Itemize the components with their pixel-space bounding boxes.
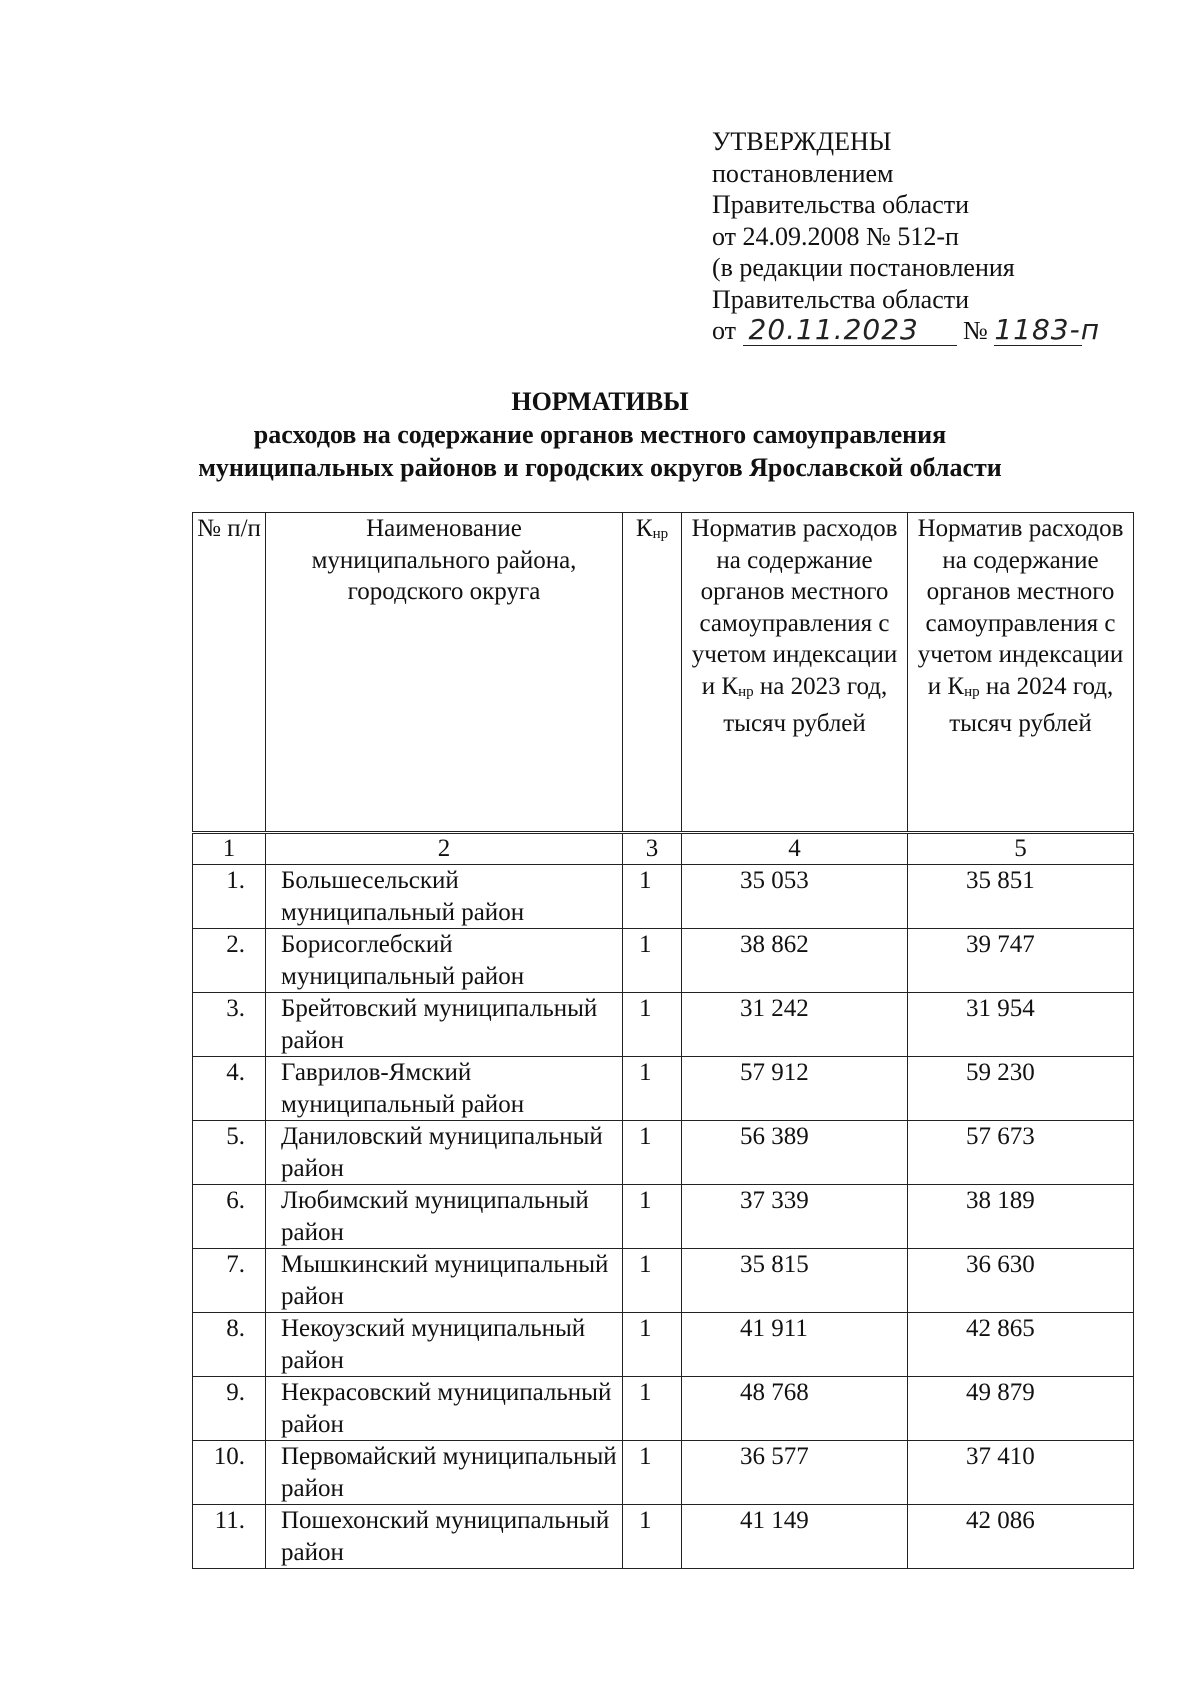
norm-2024-cell: 36 630 [908, 1249, 1134, 1313]
k-coefficient-cell: 1 [623, 1057, 682, 1121]
header-norm-2023-subscript: нр [738, 683, 754, 700]
district-name-cell: Первомайский муниципальный район [266, 1441, 623, 1505]
header-k [623, 513, 682, 833]
norm-2023-cell: 38 862 [682, 929, 908, 993]
document-subtitle: расходов на содержание органов местного самоуправления [253, 420, 947, 449]
header-norm-2024-subscript: нр [964, 683, 980, 700]
norm-2023-cell: 48 768 [682, 1377, 908, 1441]
column-number: 3 [623, 833, 682, 865]
norm-2024-cell: 39 747 [908, 929, 1134, 993]
table-row [193, 1377, 1134, 1441]
norm-2023-cell: 41 149 [682, 1505, 908, 1569]
norm-2023-cell: 31 242 [682, 993, 908, 1057]
table-row [193, 1249, 1134, 1313]
approval-line: постановлением [712, 158, 894, 188]
table-row [193, 1185, 1134, 1249]
column-number: 4 [682, 833, 908, 865]
district-name-cell: Даниловский муниципальный район [266, 1121, 623, 1185]
header-norm-2024-text: Норматив расходов на содержание органов местного самоуправления с учетом индексации и К [917, 515, 1124, 700]
table-row [193, 865, 1134, 929]
district-name-cell: Мышкинский муниципальный район [266, 1249, 623, 1313]
approval-heading: УТВЕРЖДЕНЫ [712, 127, 892, 156]
header-norm-2023-text: Норматив расходов на содержание органов местного самоуправления с учетом индексации и К [691, 515, 898, 700]
table-row [193, 1057, 1134, 1121]
row-number-cell: 9. [193, 1377, 266, 1441]
district-name-cell: Брейтовский муниципальный район [266, 993, 623, 1057]
norm-2023-cell: 35 815 [682, 1249, 908, 1313]
header-k-subscript: нр [652, 526, 669, 542]
table-row [193, 1441, 1134, 1505]
norm-2024-cell: 57 673 [908, 1121, 1134, 1185]
header-norm-2024 [908, 513, 1134, 833]
header-k-text: К [635, 515, 653, 542]
norm-2023-cell: 41 911 [682, 1313, 908, 1377]
norm-2023-cell: 35 053 [682, 865, 908, 929]
header-norm-2024-tail: на 2024 год, тысяч рублей [949, 672, 1114, 737]
norm-2023-cell: 56 389 [682, 1121, 908, 1185]
norm-2024-cell: 35 851 [908, 865, 1134, 929]
norm-2024-cell: 49 879 [908, 1377, 1134, 1441]
table-row [193, 1505, 1134, 1569]
row-number-cell: 1. [193, 865, 266, 929]
k-coefficient-cell: 1 [623, 929, 682, 993]
district-name-cell: Некоузский муниципальный район [266, 1313, 623, 1377]
column-number-row [193, 833, 1134, 865]
table-header-row [193, 513, 1134, 833]
district-name-cell: Любимский муниципальный район [266, 1185, 623, 1249]
header-norm-2023 [682, 513, 908, 833]
k-coefficient-cell: 1 [623, 1505, 682, 1569]
table-row [193, 993, 1134, 1057]
document-title: НОРМАТИВЫ [511, 387, 689, 416]
norm-2023-cell: 36 577 [682, 1441, 908, 1505]
table-row [193, 929, 1134, 993]
approval-date-line [712, 313, 1101, 347]
district-name-cell: Гаврилов-Ямский муниципальный район [266, 1057, 623, 1121]
column-number: 2 [266, 833, 623, 865]
approval-block [712, 126, 1101, 347]
norm-2024-cell: 42 865 [908, 1313, 1134, 1377]
table-row [193, 1313, 1134, 1377]
row-number-cell: 7. [193, 1249, 266, 1313]
norms-table [192, 512, 1134, 1569]
approval-line: от 24.09.2008 № 512-п [712, 221, 959, 251]
row-number-cell: 3. [193, 993, 266, 1057]
handwritten-number: 1183-п [994, 313, 1101, 346]
district-name-cell: Борисоглебский муниципальный район [266, 929, 623, 993]
number-sign: № [963, 316, 988, 345]
row-number-cell: 6. [193, 1185, 266, 1249]
district-name-cell: Пошехонский муниципальный район [266, 1505, 623, 1569]
table-row [193, 1121, 1134, 1185]
header-no: № п/п [193, 513, 266, 833]
row-number-cell: 10. [193, 1441, 266, 1505]
k-coefficient-cell: 1 [623, 1377, 682, 1441]
district-name-cell: Большесельский муниципальный район [266, 865, 623, 929]
column-number: 1 [193, 833, 266, 865]
norm-2024-cell: 38 189 [908, 1185, 1134, 1249]
from-prefix: от [712, 316, 737, 345]
k-coefficient-cell: 1 [623, 1441, 682, 1505]
norm-2023-cell: 37 339 [682, 1185, 908, 1249]
approval-line: Правительства области [712, 190, 970, 219]
row-number-cell: 2. [193, 929, 266, 993]
column-number: 5 [908, 833, 1134, 865]
row-number-cell: 8. [193, 1313, 266, 1377]
handwritten-date: 20.11.2023 [743, 315, 957, 346]
district-name-cell: Некрасовский муниципальный район [266, 1377, 623, 1441]
norm-2024-cell: 59 230 [908, 1057, 1134, 1121]
document-subtitle: муниципальных районов и городских округов Ярославской области [198, 453, 1002, 482]
row-number-cell: 5. [193, 1121, 266, 1185]
norm-2024-cell: 37 410 [908, 1441, 1134, 1505]
k-coefficient-cell: 1 [623, 993, 682, 1057]
k-coefficient-cell: 1 [623, 1185, 682, 1249]
row-number-cell: 4. [193, 1057, 266, 1121]
header-norm-2023-tail: на 2023 год, тысяч рублей [723, 672, 888, 737]
norm-2024-cell: 42 086 [908, 1505, 1134, 1569]
norm-2024-cell: 31 954 [908, 993, 1134, 1057]
approval-line: Правительства области [712, 284, 970, 314]
k-coefficient-cell: 1 [623, 1249, 682, 1313]
row-number-cell: 11. [193, 1505, 266, 1569]
approval-line: (в редакции постановления [712, 253, 1015, 282]
k-coefficient-cell: 1 [623, 1313, 682, 1377]
k-coefficient-cell: 1 [623, 1121, 682, 1185]
norm-2023-cell: 57 912 [682, 1057, 908, 1121]
header-name: Наименование муниципального района, городского округа [266, 513, 623, 833]
k-coefficient-cell: 1 [623, 865, 682, 929]
